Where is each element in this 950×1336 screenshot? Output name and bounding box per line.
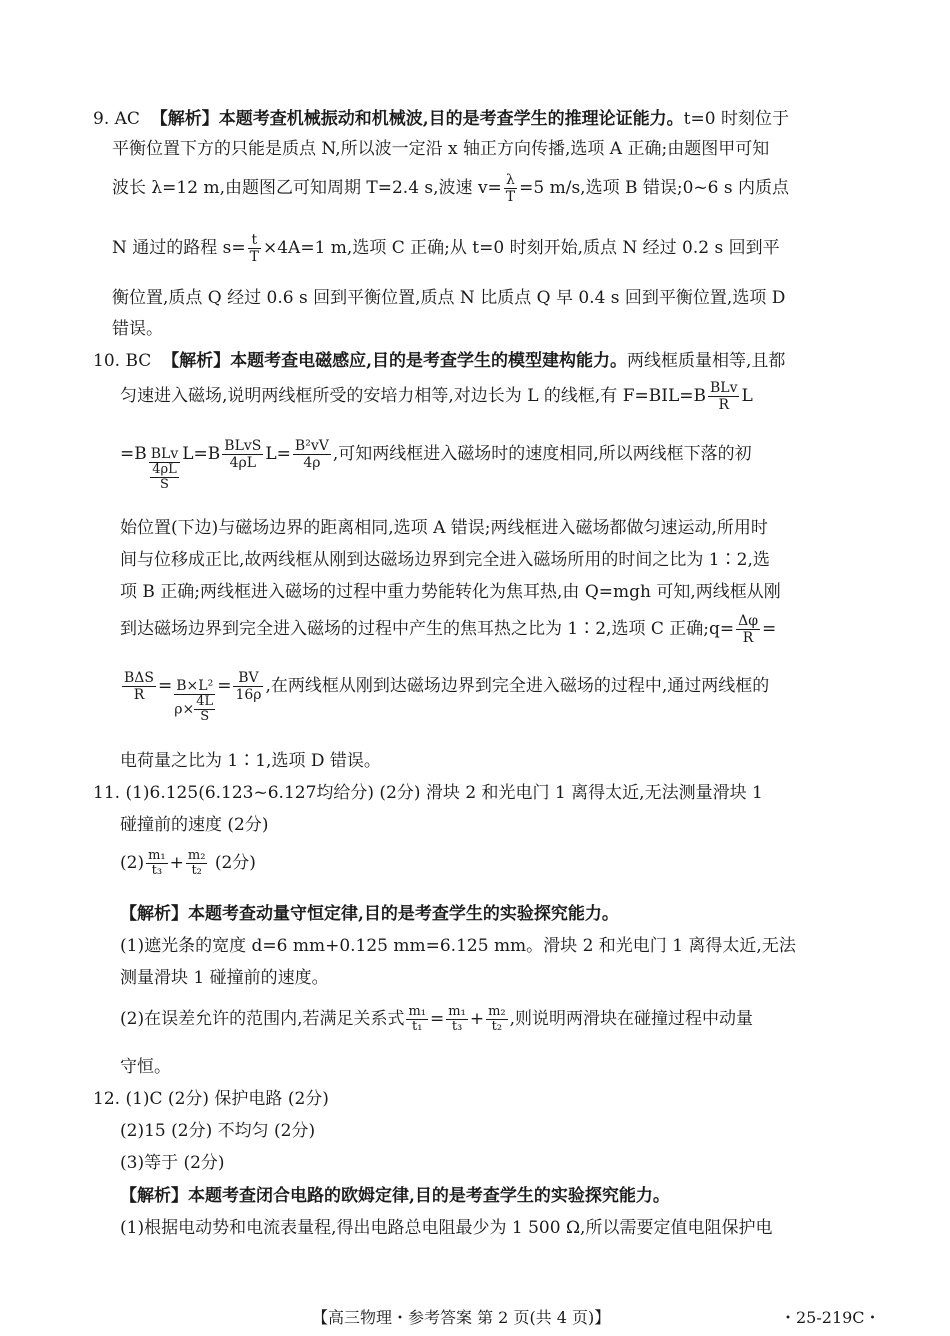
q11-line-1: 11. (1)6.125(6.123~6.127均给分) (2分) 滑块 2 和光电门 1 离得太近,无法测量滑块 1 — [93, 783, 763, 803]
q9-line-3: 波长 λ=12 m,由题图乙可知周期 T=2.4 s,波速 v= $\frac{\lambda}{T}$ =5 m/s,选项 B 错误;0~6 s 内质点 — [112, 172, 790, 205]
fraction-BLvS: $\frac{\text{BLvS}}{4\rho L}$ — [224, 438, 262, 471]
analysis-tag: 【解析】 — [150, 109, 219, 129]
q10-line-2: 匀速进入磁场,说明两线框所受的安培力相等,对边长为 L 的线框,有 F=BIL=B $\frac{\text{BLv}}{R}$ L — [120, 380, 753, 413]
q10-line-7: 到达磁场边界到完全进入磁场的过程中产生的焦耳热之比为 1∶2,选项 C 正确;q= $\frac{\Delta\varphi}{R}$ = — [120, 613, 777, 646]
fraction-B2vV: $\frac{\text{B²vV}}{4\rho}$ — [294, 438, 329, 471]
q11-line-2: 碰撞前的速度 (2分) — [120, 815, 269, 835]
page-footer: 【高三物理・参考答案 第 2 页(共 4 页)】 — [312, 1308, 611, 1327]
q9-line-6: 错误。 — [112, 319, 163, 339]
fraction-lambda-over-T: $\frac{\lambda}{T}$ — [505, 172, 516, 205]
fraction-compound: $\frac{\text{BLv}}{\frac{4\rho L}{S}}$ — [150, 445, 179, 492]
q11-e4: 守恒。 — [120, 1057, 171, 1077]
doc-code: ・25-219C・ — [780, 1308, 881, 1327]
q9-line-4: N 通过的路程 s= $\frac{t}{T}$ ×4A=1 m,选项 C 正确;从 t=0 时刻开始,质点 N 经过 0.2 s 回到平 — [112, 232, 780, 265]
fraction-m1-t3: $\frac{\text{m₁}}{\text{t₃}}$ — [148, 848, 166, 878]
q10-line-9: 电荷量之比为 1∶1,选项 D 错误。 — [120, 751, 381, 771]
q10-line-5: 间与位移成正比,故两线框从刚到达磁场边界到完全进入磁场所用的时间之比为 1∶2,选 — [120, 550, 770, 570]
fraction-BLv-over-R: $\frac{\text{BLv}}{R}$ — [709, 380, 738, 413]
q9-line-1: 9. AC 【解析】本题考查机械振动和机械波,目的是考查学生的推理论证能力。t=0 时刻位于 — [93, 109, 789, 129]
fraction-dphi-over-R: $\frac{\Delta\varphi}{R}$ — [738, 613, 759, 646]
fraction-m1-t3-b: $\frac{\text{m₁}}{\text{t₃}}$ — [448, 1004, 466, 1034]
q10-line-8: $\frac{\text{BΔS}}{R}$ = B×L² ρ× $\frac{4L}{S}$ = $\frac{BV}{16\rho}$ ,在两线框从刚到达磁场边界到完全进入磁场的过程中,通过两线框的 — [124, 670, 770, 724]
q10-line-6: 项 B 正确;两线框进入磁场的过程中重力势能转化为焦耳热,由 Q=mgh 可知,两线框从刚 — [120, 582, 781, 602]
q12-line-2: (2)15 (2分) 不均匀 (2分) — [120, 1121, 316, 1141]
q12-explanation-head: 【解析】本题考查闭合电路的欧姆定律,目的是考查学生的实验探究能力。 — [120, 1186, 670, 1206]
q10-line-4: 始位置(下边)与磁场边界的距离相同,选项 A 错误;两线框进入磁场都做匀速运动,所用时 — [120, 518, 768, 538]
fraction-m1-t1: $\frac{\text{m₁}}{\text{t₁}}$ — [408, 1004, 427, 1034]
q10-line-3: =B $\frac{\text{BLv}}{\frac{4\rho L}{S}}$ L=B $\frac{\text{BLvS}}{4\rho L}$ L= $\frac{\text{B²vV}}{4\rho}$ ,可知两线框进入磁场时的速度相同,所以两线框下落的初 — [120, 438, 752, 492]
fraction-BV: $\frac{BV}{16\rho}$ — [235, 670, 262, 703]
q12-line-3: (3)等于 (2分) — [120, 1153, 225, 1173]
q12-line-1: 12. (1)C (2分) 保护电路 (2分) — [93, 1089, 329, 1109]
q11-e2: 测量滑块 1 碰撞前的速度。 — [120, 968, 329, 988]
q9-line-2: 平衡位置下方的只能是质点 N,所以波一定沿 x 轴正方向传播,选项 A 正确;由题图甲可知 — [112, 139, 770, 159]
q11-e3: (2)在误差允许的范围内,若满足关系式 $\frac{\text{m₁}}{\text{t₁}}$ = $\frac{\text{m₁}}{\text{t₃}}$ + $\frac{\text{m₂}}{\text{t₂}}$ ,则说明两滑块在碰撞过程中动量 — [120, 1004, 754, 1034]
q9-line-5: 衡位置,质点 Q 经过 0.6 s 回到平衡位置,质点 N 比质点 Q 早 0.4 s 回到平衡位置,选项 D — [112, 288, 786, 308]
fraction-m2-t2: $\frac{\text{m₂}}{\text{t₂}}$ — [187, 848, 206, 878]
fraction-BL2: B×L² ρ× $\frac{4L}{S}$ — [174, 677, 214, 724]
fraction-t-over-T: $\frac{t}{T}$ — [249, 232, 259, 265]
fraction-BdS-over-R: $\frac{\text{BΔS}}{R}$ — [124, 670, 154, 703]
q12-e1: (1)根据电动势和电流表量程,得出电路总电阻最少为 1 500 Ω,所以需要定值电阻保护电 — [120, 1218, 773, 1238]
q11-explanation-head: 【解析】本题考查动量守恒定律,目的是考查学生的实验探究能力。 — [120, 904, 619, 924]
q11-e1: (1)遮光条的宽度 d=6 mm+0.125 mm=6.125 mm。滑块 2 和光电门 1 离得太近,无法 — [120, 936, 796, 956]
fraction-m2-t2-b: $\frac{\text{m₂}}{\text{t₂}}$ — [488, 1004, 506, 1034]
q11-part-2: (2) $\frac{\text{m₁}}{\text{t₃}}$ + $\frac{\text{m₂}}{\text{t₂}}$ (2分) — [120, 848, 256, 878]
q10-line-1: 10. BC 【解析】本题考查电磁感应,目的是考查学生的模型建构能力。两线框质量相等,且都 — [93, 351, 786, 371]
